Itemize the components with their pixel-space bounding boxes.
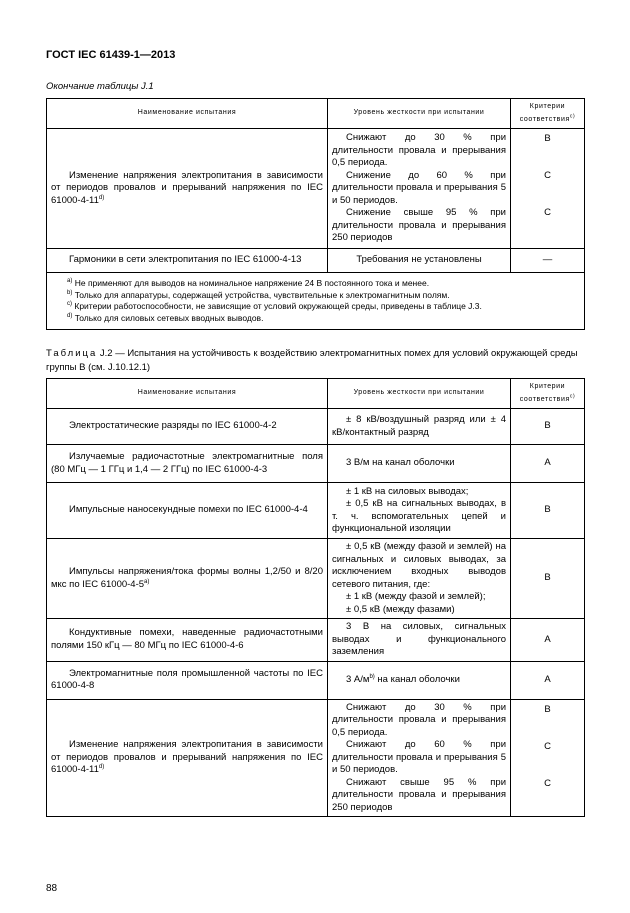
criteria-cell: —: [511, 249, 585, 273]
test-name-cell: Излучаемые радиочастотные электромагнитные поля (80 МГц — 1 ГГц и 1,4 — 2 ГГц) по IEC 61000-4-3: [47, 445, 328, 483]
severity-cell: Снижают до 30 % при длительности провала и прерывания 0,5 периода. Снижение до 60 % при длительности провала и прерывания 5 и 50 периодов. Снижение свыше 95 % при длительности провала и прерывания 250 периодов: [328, 129, 511, 249]
col-header-criteria: Критерии соответствия$^{c)}$: [511, 379, 585, 409]
severity-cell: 3 В/м на канал оболочки: [328, 445, 511, 483]
severity-cell: 3 В на силовых, сигнальных выводах и функционального заземления: [328, 619, 511, 662]
severity-cell: Требования не установлены: [328, 249, 511, 273]
col-header-test-name: Наименование испытания: [47, 379, 328, 409]
severity-cell: ± 0,5 кВ (между фазой и землей) на сигнальных и силовых выводах, за исключением входных выводов сетевого питания, где: ± 1 кВ (между фазой и землей); ± 0,5 кВ (между фазами): [328, 539, 511, 619]
footnote: $^{d)}$ Только для силовых сетевых вводных выводов.: [67, 312, 264, 323]
test-name-cell: Кондуктивные помехи, наведенные радиочастотными полями 150 кГц — 80 МГц по IEC 61000-4-6: [47, 619, 328, 662]
severity-cell: ± 8 кВ/воздушный разряд или ± 4 кВ/контактный разряд: [328, 409, 511, 445]
test-name-cell: Импульсы напряжения/тока формы волны 1,2/50 и 8/20 мкс по IEC 61000-4-5$^{a)}$: [47, 539, 328, 619]
test-name-cell: Изменение напряжения электропитания в зависимости от периодов провалов и прерываний напряжения по IEC 61000-4-11$^{d)}$: [47, 699, 328, 817]
test-name-cell: Электростатические разряды по IEC 61000-4-2: [47, 409, 328, 445]
col-header-criteria: Критерии соответствия$^{c)}$: [511, 99, 585, 129]
col-header-severity: Уровень жесткости при испытании: [328, 99, 511, 129]
test-name-cell: Импульсные наносекундные помехи по IEC 61000-4-4: [47, 483, 328, 539]
table-footnotes: [47, 273, 585, 330]
page-number: 88: [46, 883, 58, 894]
test-name-cell: Электромагнитные поля промышленной частоты по IEC 61000-4-8: [47, 661, 328, 699]
table-continuation-label: Окончание таблицы J.1: [46, 81, 154, 92]
criteria-cell: A: [511, 445, 585, 483]
col-header-test-name: Наименование испытания: [47, 99, 328, 129]
table-j1-end: [46, 98, 585, 330]
footnote: $^{b)}$ Только для аппаратуры, содержащей устройства, чувствительные к электромагнитным полям.: [67, 289, 450, 300]
footnote: $^{a)}$ Не применяют для выводов на номинальное напряжение 24 В постоянного тока и менее.: [67, 278, 430, 288]
severity-cell: 3 $А/м^{b)}$ на канал оболочки: [328, 661, 511, 699]
table-j2-caption: Таблица J.2 — Испытания на устойчивость к воздействию электромагнитных помех для условий окружающей среды группы B (см. J.10.12.1): [46, 348, 578, 373]
severity-cell: Снижают до 30 % при длительности провала и прерывания 0,5 периода. Снижают до 60 % при длительности провала и прерывания 5 и 50 периодов. Снижают свыше 95 % при длительности провала и прерывания 250 периодов: [328, 699, 511, 817]
severity-cell: ± 1 кВ на силовых выводах; ± 0,5 кВ на сигнальных выводах, в т. ч. вспомогательных цепей и функциональной изоляции: [328, 483, 511, 539]
table-j2: [46, 378, 585, 817]
test-name-cell: Гармоники в сети электропитания по IEC 61000-4-13: [47, 249, 328, 273]
criteria-cell: A: [511, 619, 585, 662]
footnote: $^{c)}$ Критерии работоспособности, не зависящие от условий окружающей среды, приведены в таблице J.3.: [67, 301, 482, 311]
criteria-cell: B C C: [511, 699, 585, 817]
criteria-cell: B: [511, 409, 585, 445]
test-name-cell: Изменение напряжения электропитания в зависимости от периодов провалов и прерываний напряжения по IEC 61000-4-11$^{d)}$: [47, 129, 328, 249]
col-header-severity: Уровень жесткости при испытании: [328, 379, 511, 409]
criteria-cell: B: [511, 539, 585, 619]
criteria-cell: A: [511, 661, 585, 699]
document-code: ГОСТ IEC 61439-1—2013: [46, 49, 176, 61]
criteria-cell: B: [511, 483, 585, 539]
criteria-cell: B C C: [511, 129, 585, 249]
